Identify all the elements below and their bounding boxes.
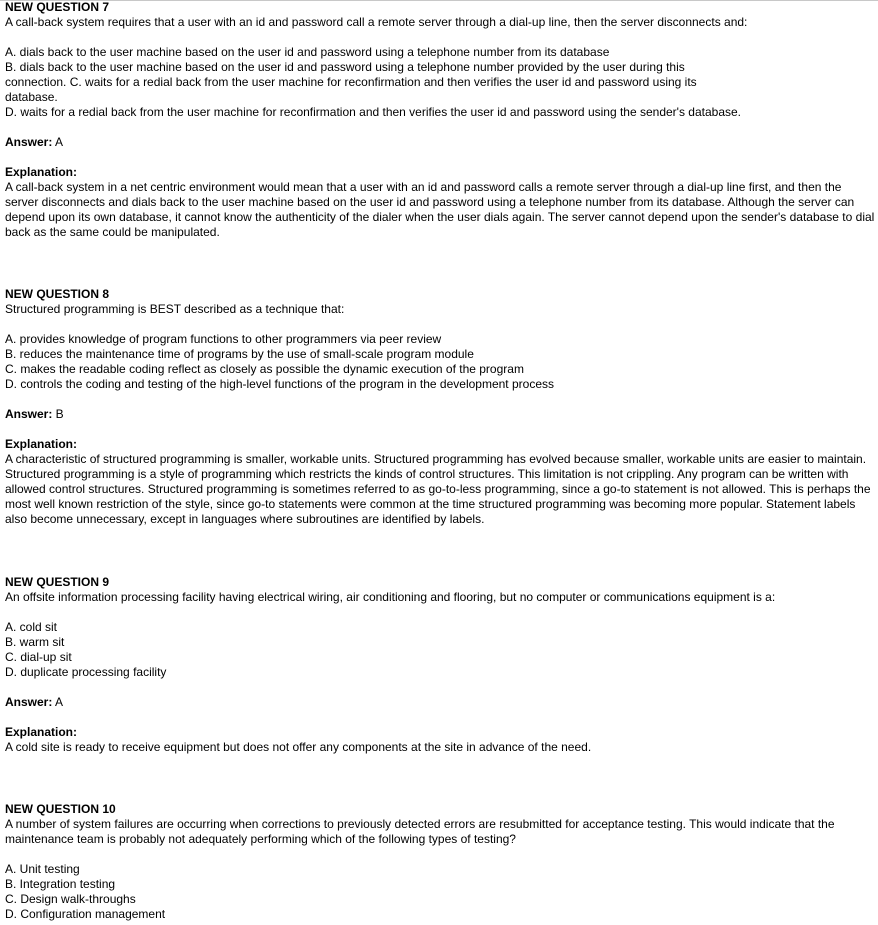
- explanation-text: A call-back system in a net centric environment would mean that a user with an id and password calls a remote server through a dial-up line first, and then the server disconnects and dials back to the user machine based on the user id and password using a telephone number from its database. Although the server can depend upon its own database, it cannot know the authenticity of the dialer when the user dials again. The server cannot depend upon the sender's database to dial back as the same could be manipulated.: [5, 180, 875, 239]
- option-b: B. warm sit: [5, 635, 65, 649]
- option-c: C. Design walk-throughs: [5, 892, 136, 906]
- answer-label: Answer:: [5, 695, 53, 709]
- option-b: B. reduces the maintenance time of programs by the use of small-scale program module: [5, 347, 474, 361]
- explanation-title: Explanation:: [5, 165, 78, 179]
- option-a: A. Unit testing: [5, 862, 80, 876]
- question-title: NEW QUESTION 8: [5, 287, 110, 301]
- question-title: NEW QUESTION 10: [5, 802, 116, 816]
- option-d: D. controls the coding and testing of the high-level functions of the program in the development process: [5, 377, 554, 391]
- explanation-title: Explanation:: [5, 437, 78, 451]
- question-stem: Structured programming is BEST described as a technique that:: [5, 302, 345, 316]
- option-d: D. waits for a redial back from the user machine for reconfirmation and then verifies the user id and password using the sender's database.: [5, 105, 742, 119]
- explanation-title: Explanation:: [5, 725, 78, 739]
- question-title: NEW QUESTION 9: [5, 575, 110, 589]
- option-a: A. dials back to the user machine based on the user id and password using a telephone number from its database: [5, 45, 610, 59]
- question-8: [5, 287, 877, 527]
- answer-label: Answer:: [5, 135, 53, 149]
- question-9: [5, 575, 877, 755]
- option-a: A. cold sit: [5, 620, 58, 634]
- answer-label: Answer:: [5, 407, 53, 421]
- answer-value: A: [52, 695, 64, 709]
- question-10: [5, 802, 877, 922]
- answer-line: [5, 135, 877, 150]
- option-a: A. provides knowledge of program functions to other programmers via peer review: [5, 332, 442, 346]
- explanation-text: A cold site is ready to receive equipment but does not offer any components at the site in advance of the need.: [5, 740, 592, 754]
- answer-value: A: [52, 135, 64, 149]
- question-stem: A number of system failures are occurring when corrections to previously detected errors are resubmitted for acceptance testing. This would indicate that the maintenance team is probably not adequately performing which of the following types of testing?: [5, 817, 835, 846]
- option-b-c: B. dials back to the user machine based on the user id and password using a telephone number provided by the user during this connection. C. waits for a redial back from the user machine for reconfirmation and then verifies the user id and password using its database.: [5, 60, 697, 104]
- option-d: D. Configuration management: [5, 907, 166, 921]
- answer-line: [5, 407, 877, 422]
- option-c: C. dial-up sit: [5, 650, 72, 664]
- option-d: D. duplicate processing facility: [5, 665, 167, 679]
- explanation-text: A characteristic of structured programming is smaller, workable units. Structured programming has evolved because smaller, workable units are easier to maintain. Structured programming is a style of programming which restricts the kinds of control structures. This limitation is not crippling. Any program can be written with allowed control structures. Structured programming is sometimes referred to as go-to-less programming, since a go-to statement is not allowed. This is perhaps the most well known restriction of the style, since go-to statements were common at the time structured programming was becoming more popular. Statement labels also become unnecessary, except in languages where subroutines are identified by labels.: [5, 452, 871, 526]
- question-stem: An offsite information processing facility having electrical wiring, air conditioning and flooring, but no computer or communications equipment is a:: [5, 590, 776, 604]
- answer-value: B: [52, 407, 64, 421]
- option-c: C. makes the readable coding reflect as closely as possible the dynamic execution of the program: [5, 362, 524, 376]
- option-b: B. Integration testing: [5, 877, 116, 891]
- question-stem: A call-back system requires that a user with an id and password call a remote server through a dial-up line, then the server disconnects and:: [5, 15, 748, 29]
- question-7: [5, 0, 877, 240]
- answer-line: [5, 695, 877, 710]
- question-title: NEW QUESTION 7: [5, 0, 110, 14]
